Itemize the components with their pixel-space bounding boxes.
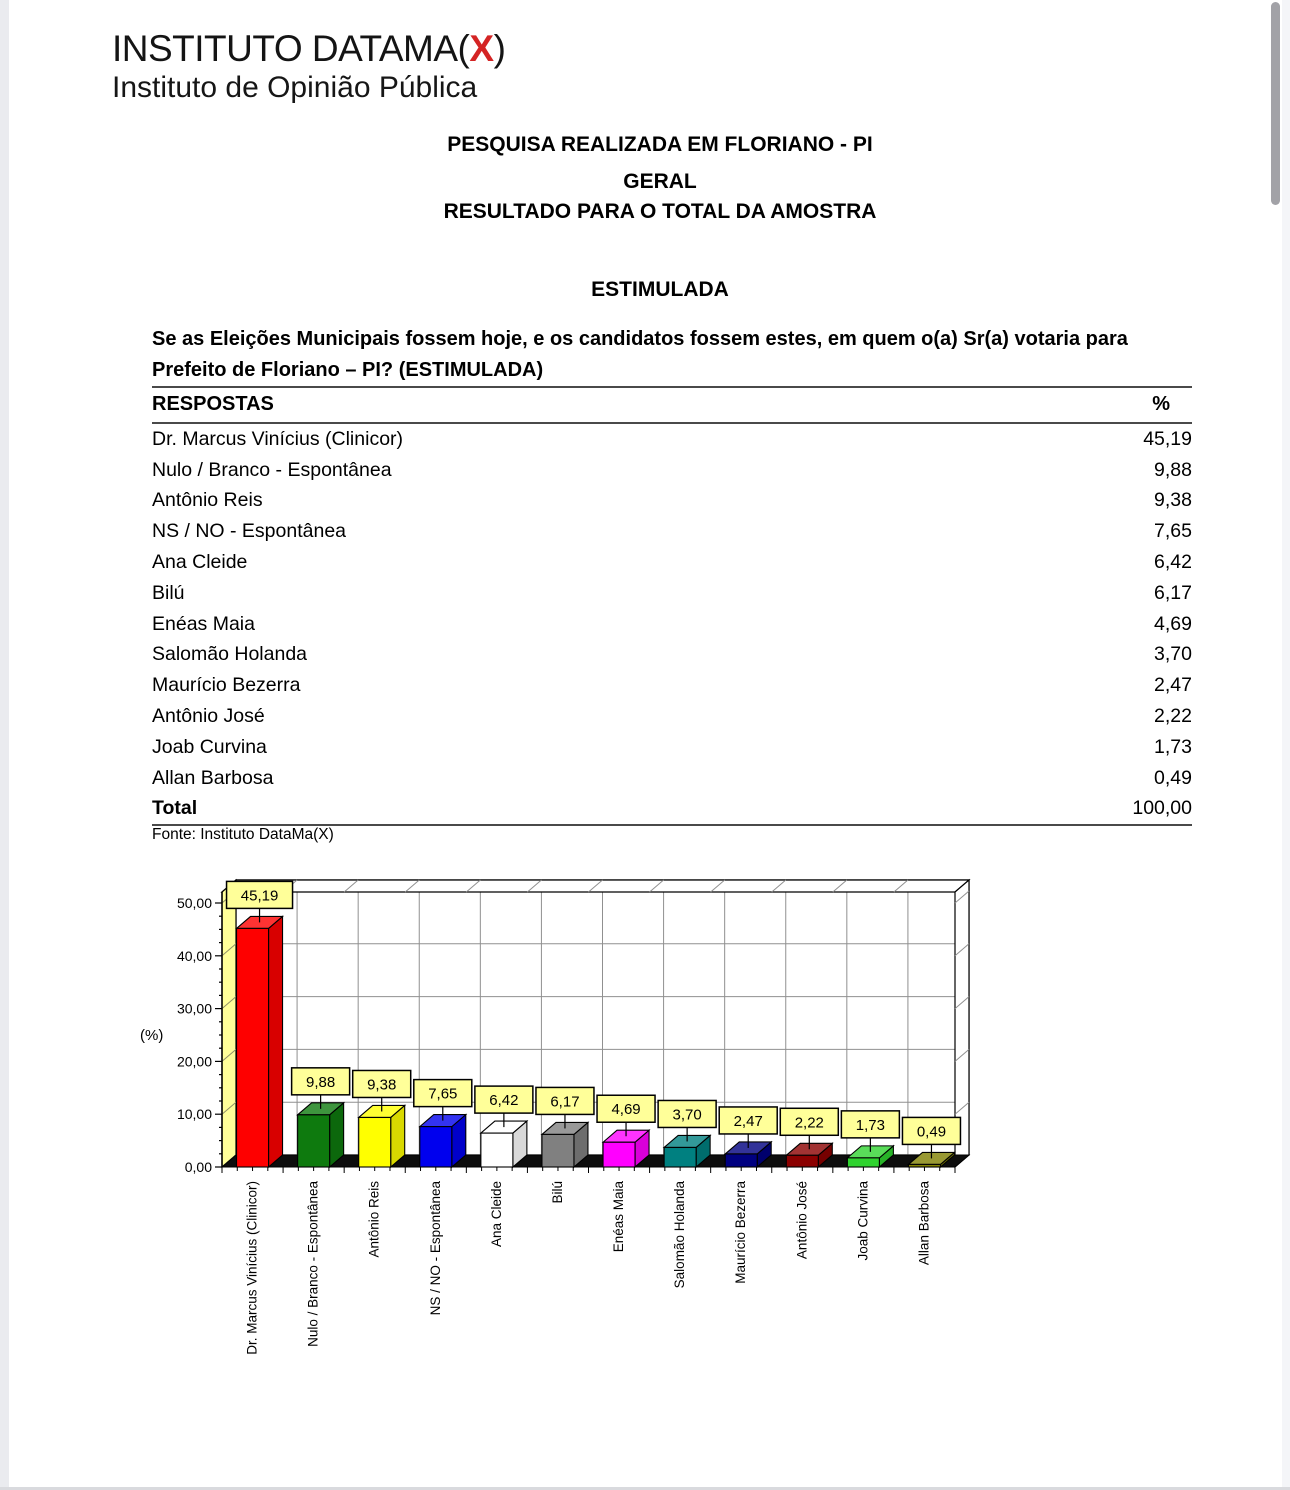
category-label: Dr. Marcus Vinícius (Clinicor) — [244, 1181, 260, 1355]
value-label: 45,19 — [240, 887, 279, 905]
page-left-margin — [0, 0, 9, 1490]
y-axis-title: (%) — [140, 1027, 164, 1044]
y-tick-label: 10,00 — [176, 1106, 212, 1123]
scrollbar-track — [1282, 0, 1290, 1490]
row-label: Nulo / Branco - Espontânea — [152, 458, 392, 481]
report-title: PESQUISA REALIZADA EM FLORIANO - PI — [447, 133, 873, 156]
row-label: Allan Barbosa — [152, 766, 274, 789]
logo-x-mark: X — [469, 28, 494, 69]
source-note: Fonte: Instituto DataMa(X) — [152, 826, 334, 843]
category-label: Joab Curvina — [855, 1181, 871, 1261]
table-total-row — [152, 794, 1192, 826]
bar-front — [664, 1147, 696, 1167]
row-label: Enéas Maia — [152, 612, 255, 635]
y-tick-label: 50,00 — [176, 895, 212, 911]
y-tick-label: 40,00 — [176, 947, 212, 964]
table-row — [152, 640, 1192, 671]
bar-front — [420, 1127, 452, 1167]
value-label: 9,38 — [367, 1076, 397, 1094]
bar-front — [237, 928, 269, 1167]
scrollbar-thumb[interactable] — [1271, 2, 1280, 205]
bar-chart — [112, 858, 987, 1383]
row-value: 2,22 — [1154, 705, 1192, 728]
y-tick-label: 20,00 — [176, 1053, 212, 1070]
row-value: 9,88 — [1154, 458, 1192, 481]
category-label: Antônio Reis — [366, 1181, 382, 1258]
bar-front — [359, 1117, 391, 1167]
category-label: Bilú — [549, 1181, 565, 1204]
category-label: Nulo / Branco - Espontânea — [305, 1181, 321, 1347]
value-label: 6,17 — [550, 1093, 580, 1111]
y-tick-label: 0,00 — [184, 1159, 212, 1175]
value-label: 6,42 — [489, 1092, 519, 1110]
total-label: Total — [152, 797, 198, 820]
survey-question: Se as Eleições Municipais fossem hoje, e os candidatos fossem estes, em quem o(a) Sr(a) votaria para Prefeito de Floriano – PI? (ESTIMULADA) — [152, 328, 1128, 381]
total-value: 100,00 — [1132, 797, 1192, 820]
report-scope: GERAL — [623, 170, 697, 193]
table-row — [152, 763, 1192, 794]
value-label: 4,69 — [611, 1101, 641, 1119]
table-row — [152, 455, 1192, 486]
table-row — [152, 516, 1192, 547]
header-percent: % — [1152, 393, 1170, 415]
row-label: Salomão Holanda — [152, 643, 308, 666]
header-respostas: RESPOSTAS — [152, 393, 274, 415]
bar-front — [908, 1164, 940, 1167]
value-label: 9,88 — [306, 1073, 336, 1091]
category-label: NS / NO - Espontânea — [427, 1181, 443, 1316]
category-label: Antônio José — [794, 1181, 810, 1260]
category-label: Salomão Holanda — [672, 1181, 688, 1289]
table-row — [152, 424, 1192, 455]
table-row — [152, 670, 1192, 701]
row-label: Antônio Reis — [152, 489, 263, 512]
institute-logo — [112, 28, 505, 106]
bar-front — [725, 1154, 757, 1167]
table-row — [152, 578, 1192, 609]
left-wall — [222, 880, 236, 1167]
row-label: Bilú — [152, 581, 185, 604]
report-subtitle: RESULTADO PARA O TOTAL DA AMOSTRA — [443, 200, 877, 223]
bar-front — [481, 1133, 513, 1167]
section-title: ESTIMULADA — [591, 278, 729, 301]
value-label: 2,47 — [733, 1112, 763, 1130]
row-value: 4,69 — [1154, 612, 1192, 635]
row-value: 0,49 — [1154, 766, 1192, 789]
row-label: Dr. Marcus Vinícius (Clinicor) — [152, 427, 404, 450]
category-label: Allan Barbosa — [916, 1181, 932, 1266]
results-table — [152, 386, 1192, 826]
bar-side — [269, 916, 283, 1167]
table-row — [152, 609, 1192, 640]
row-value: 9,38 — [1154, 489, 1192, 512]
row-value: 45,19 — [1143, 427, 1192, 450]
value-label: 0,49 — [916, 1123, 947, 1141]
row-label: Antônio José — [152, 705, 265, 728]
table-row — [152, 732, 1192, 763]
bar-front — [786, 1155, 818, 1167]
logo-title: INSTITUTO DATAMA(X) — [112, 28, 506, 69]
row-value: 6,42 — [1154, 551, 1192, 574]
bar-front — [298, 1115, 330, 1167]
y-tick-label: 30,00 — [176, 1000, 212, 1017]
value-label: 2,22 — [794, 1114, 824, 1132]
category-label: Enéas Maia — [611, 1181, 627, 1253]
value-label: 1,73 — [855, 1116, 885, 1134]
category-label: Maurício Bezerra — [733, 1181, 749, 1284]
row-label: NS / NO - Espontânea — [152, 520, 347, 543]
row-label: Maurício Bezerra — [152, 674, 301, 697]
row-value: 1,73 — [1154, 735, 1192, 758]
logo-subtitle: Instituto de Opinião Pública — [112, 70, 478, 104]
row-value: 2,47 — [1154, 674, 1192, 697]
value-label: 7,65 — [428, 1085, 458, 1103]
bar-front — [847, 1158, 879, 1167]
row-label: Ana Cleide — [152, 551, 248, 574]
row-value: 7,65 — [1154, 520, 1192, 543]
bar-front — [603, 1142, 635, 1167]
table-row — [152, 701, 1192, 732]
row-value: 6,17 — [1154, 581, 1192, 604]
chart-canvas — [112, 858, 987, 1383]
category-label: Ana Cleide — [488, 1181, 504, 1248]
table-body — [152, 424, 1192, 794]
table-row — [152, 486, 1192, 517]
table-header — [152, 386, 1192, 424]
value-label: 3,70 — [672, 1106, 702, 1124]
bar-front — [542, 1134, 574, 1167]
row-label: Joab Curvina — [152, 735, 267, 758]
table-row — [152, 547, 1192, 578]
row-value: 3,70 — [1154, 643, 1192, 666]
